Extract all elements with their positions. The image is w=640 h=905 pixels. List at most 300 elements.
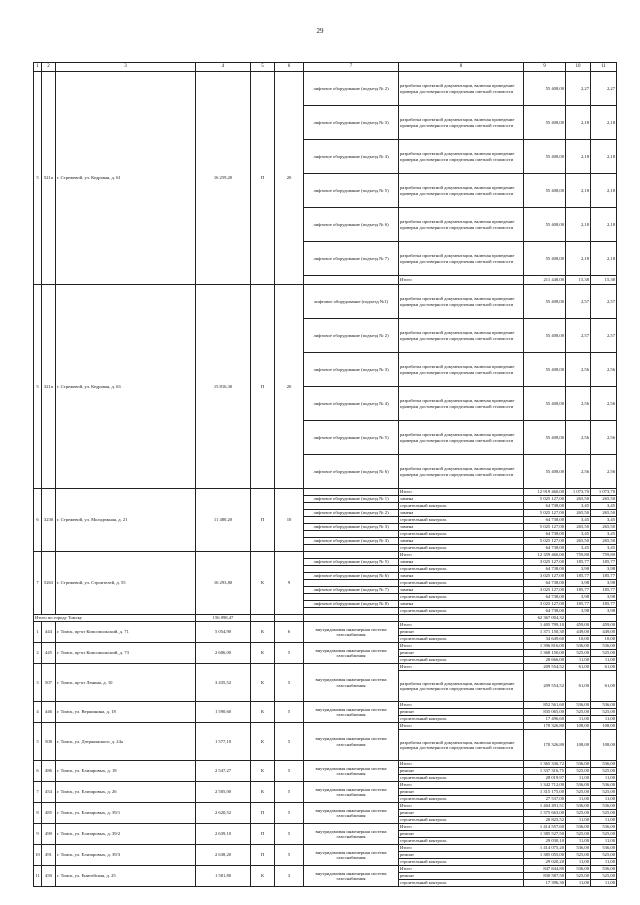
work-item: лифтовое оборудование (подъезд № 5) <box>304 174 399 208</box>
work-cost: 209 554,52 <box>524 671 566 702</box>
row-number: 5 <box>34 72 42 285</box>
work-type: ремонт <box>399 810 524 817</box>
house-area: 2 620,52 <box>196 803 251 824</box>
house-address: г. Томск, ул. Елизаровых, д. 26 <box>56 782 196 803</box>
work-cost: 29 020,20 <box>524 859 566 866</box>
work-type: замена <box>399 573 524 580</box>
specific-cost: 11,00 <box>566 716 591 723</box>
limit-cost: 536,00 <box>591 845 617 852</box>
row-number: 8 <box>34 803 42 824</box>
specific-cost: 11,00 <box>566 817 591 824</box>
limit-cost: 11,00 <box>591 838 617 845</box>
house-id: 450 <box>42 866 56 887</box>
work-type: Итого <box>399 276 524 285</box>
specific-cost: 61,00 <box>566 664 591 671</box>
column-number: 10 <box>566 63 591 72</box>
house-id: 446 <box>42 702 56 723</box>
house-id: 507 <box>42 664 56 702</box>
work-type: строительный контроль <box>399 636 524 643</box>
limit-cost: 61,00 <box>591 671 617 702</box>
work-item: внутридомовая инженерная система газоснабжения <box>304 866 399 887</box>
work-item: внутридомовая инженерная система газоснабжения <box>304 803 399 824</box>
table-row <box>34 824 617 831</box>
specific-cost: 536,00 <box>566 761 591 768</box>
wall-material: К <box>251 552 275 615</box>
limit-cost: 536,00 <box>591 782 617 789</box>
house-address: г. Томск, ул. Елизаровых, д. 39/3 <box>56 845 196 866</box>
work-cost: 64 738,00 <box>524 545 566 552</box>
work-cost: 64 738,00 <box>524 503 566 510</box>
specific-cost: 536,00 <box>566 803 591 810</box>
limit-cost: 11,00 <box>591 817 617 824</box>
work-cost: 55 408,00 <box>524 72 566 106</box>
work-item: лифтовое оборудование (подъезд № 5) <box>304 421 399 455</box>
work-cost: 12 359 460,00 <box>524 552 566 559</box>
column-number: 11 <box>591 63 617 72</box>
work-item: лифтовое оборудование (подъезд № 2) <box>304 319 399 353</box>
specific-cost: 536,00 <box>566 866 591 873</box>
work-cost: 1 404 491,51 <box>524 803 566 810</box>
floors-count: 5 <box>275 702 304 723</box>
limit-cost: 536,00 <box>591 702 617 709</box>
wall-material: К <box>251 622 275 643</box>
column-number: 4 <box>196 63 251 72</box>
wall-material: П <box>251 824 275 845</box>
work-type: Итого <box>399 845 524 852</box>
work-cost: 17 396,30 <box>524 880 566 887</box>
specific-cost: 3,98 <box>566 594 591 601</box>
limit-cost: 2,56 <box>591 421 617 455</box>
house-area: 2 547,27 <box>196 761 251 782</box>
house-address: г. Томск, пр-кт Ленина, д. 10 <box>56 664 196 702</box>
empty-cell <box>591 615 617 622</box>
work-item <box>304 489 399 496</box>
row-number: 2 <box>34 643 42 664</box>
work-type: разработка проектной документации, включая проведение проверки достоверности определения сметной стоимости <box>399 387 524 421</box>
work-type: замена <box>399 538 524 545</box>
work-type: строительный контроль <box>399 503 524 510</box>
specific-cost: 2,18 <box>566 242 591 276</box>
house-area: 2 639,10 <box>196 824 251 845</box>
house-address: г. Стрежевой, ул. Молодежная, д. 21 <box>56 489 196 552</box>
table-row <box>34 72 617 106</box>
house-address: г. Томск, ул. Вершинина, д. 18 <box>56 702 196 723</box>
specific-cost: 2,18 <box>566 140 591 174</box>
work-type: Итого <box>399 782 524 789</box>
work-cost: 1 414 075,20 <box>524 845 566 852</box>
work-type: разработка проектной документации, включая проведение проверки достоверности определения сметной стоимости <box>399 730 524 761</box>
house-id: 491 <box>42 845 56 866</box>
house-area: 11 480,20 <box>196 489 251 552</box>
wall-material: К <box>251 723 275 761</box>
specific-cost: 2,56 <box>566 421 591 455</box>
limit-cost: 108,00 <box>591 730 617 761</box>
house-id: 485 <box>42 803 56 824</box>
specific-cost: 525,00 <box>566 810 591 817</box>
column-number: 7 <box>304 63 399 72</box>
work-item: лифтовое оборудование (подъезд № 3) <box>304 106 399 140</box>
work-type: строительный контроль <box>399 517 524 524</box>
specific-cost: 2,56 <box>566 455 591 489</box>
specific-cost: 525,00 <box>566 789 591 796</box>
row-number: 5 <box>34 723 42 761</box>
floors-count: 5 <box>275 761 304 782</box>
row-number: 11 <box>34 866 42 887</box>
work-type: Итого <box>399 643 524 650</box>
specific-cost: 459,00 <box>566 622 591 629</box>
house-address: г. Томск, ул. Елизаровых, д. 39/2 <box>56 824 196 845</box>
limit-cost: 11,00 <box>591 796 617 803</box>
work-type: строительный контроль <box>399 594 524 601</box>
limit-cost: 759,80 <box>591 552 617 559</box>
limit-cost: 536,00 <box>591 866 617 873</box>
work-type: разработка проектной документации, включая проведение проверки достоверности определения сметной стоимости <box>399 671 524 702</box>
work-cost: 28 019,97 <box>524 775 566 782</box>
specific-cost: 185,77 <box>566 559 591 566</box>
limit-cost: 2,18 <box>591 208 617 242</box>
table-row <box>34 803 617 810</box>
row-number: 7 <box>34 552 42 615</box>
work-item: внутридомовая инженерная система газоснабжения <box>304 643 399 664</box>
work-cost: 55 408,00 <box>524 353 566 387</box>
work-cost: 1 405 799,10 <box>524 622 566 629</box>
house-area: 1 577,10 <box>196 723 251 761</box>
work-cost: 5 025 127,00 <box>524 510 566 517</box>
work-type: Итого <box>399 803 524 810</box>
empty-cell <box>304 615 399 622</box>
specific-cost: 536,00 <box>566 824 591 831</box>
house-address: г. Томск, ул. Дзержинского, д. 24а <box>56 723 196 761</box>
work-item <box>304 531 399 538</box>
floors-count: 3 <box>275 866 304 887</box>
work-item <box>304 566 399 573</box>
house-id: 444 <box>42 622 56 643</box>
limit-cost: 536,00 <box>591 803 617 810</box>
specific-cost: 185,77 <box>566 573 591 580</box>
limit-cost: 3,45 <box>591 531 617 538</box>
limit-cost: 536,00 <box>591 824 617 831</box>
wall-material: К <box>251 782 275 803</box>
work-cost: 64 738,00 <box>524 608 566 615</box>
table-row <box>34 622 617 629</box>
limit-cost: 525,00 <box>591 852 617 859</box>
work-item: лифтовое оборудование (подъезд № 2) <box>304 72 399 106</box>
specific-cost: 265,50 <box>566 524 591 531</box>
limit-cost: 11,00 <box>591 775 617 782</box>
floors-count: 9 <box>275 552 304 615</box>
floors-count: 5 <box>275 803 304 824</box>
empty-cell <box>275 615 304 622</box>
limit-cost: 525,00 <box>591 768 617 775</box>
limit-cost: 525,00 <box>591 831 617 838</box>
work-item <box>304 608 399 615</box>
limit-cost: 185,77 <box>591 587 617 594</box>
limit-cost: 108,00 <box>591 723 617 730</box>
empty-cell <box>566 615 591 622</box>
work-item: лифтовое оборудование (подъезд № 2) <box>304 510 399 517</box>
specific-cost: 525,00 <box>566 852 591 859</box>
work-cost: 1 385 055,00 <box>524 852 566 859</box>
work-cost: 28 825,52 <box>524 817 566 824</box>
table-row <box>34 723 617 730</box>
limit-cost: 265,50 <box>591 524 617 531</box>
column-number: 9 <box>524 63 566 72</box>
subtotal-label: Итого по городу Томску <box>34 615 196 622</box>
specific-cost: 759,80 <box>566 552 591 559</box>
work-cost: 64 738,00 <box>524 580 566 587</box>
limit-cost: 536,00 <box>591 761 617 768</box>
specific-cost: 2,57 <box>566 319 591 353</box>
limit-cost: 11,00 <box>591 859 617 866</box>
limit-cost: 459,00 <box>591 622 617 629</box>
table-row <box>34 643 617 650</box>
floors-count: 10 <box>275 489 304 552</box>
limit-cost: 3,98 <box>591 594 617 601</box>
specific-cost: 11,00 <box>566 657 591 664</box>
subtotal-row <box>34 615 617 622</box>
work-type: строительный контроль <box>399 657 524 664</box>
table-row <box>34 552 617 559</box>
work-cost: 55 408,00 <box>524 387 566 421</box>
limit-cost: 11,00 <box>591 716 617 723</box>
specific-cost: 3,45 <box>566 545 591 552</box>
work-type: замена <box>399 587 524 594</box>
work-item <box>304 503 399 510</box>
work-type: замена <box>399 510 524 517</box>
limit-cost: 525,00 <box>591 873 617 880</box>
house-address: г. Стрежевой, ул. Кедровая, д. 61 <box>56 72 196 285</box>
work-cost: 34 649,60 <box>524 636 566 643</box>
row-number: 9 <box>34 824 42 845</box>
work-cost: 64 738,00 <box>524 594 566 601</box>
specific-cost: 3,98 <box>566 608 591 615</box>
limit-cost: 525,00 <box>591 810 617 817</box>
row-number: 6 <box>34 489 42 552</box>
limit-cost: 3,45 <box>591 545 617 552</box>
work-cost: 1 414 557,60 <box>524 824 566 831</box>
work-item: внутридомовая инженерная система газоснабжения <box>304 782 399 803</box>
specific-cost: 3,98 <box>566 580 591 587</box>
work-type: строительный контроль <box>399 716 524 723</box>
work-type: строительный контроль <box>399 608 524 615</box>
work-cost: 847 844,80 <box>524 866 566 873</box>
specific-cost: 11,00 <box>566 838 591 845</box>
limit-cost: 3,98 <box>591 608 617 615</box>
work-cost: 3 025 127,00 <box>524 559 566 566</box>
limit-cost: 3,98 <box>591 566 617 573</box>
work-type: замена <box>399 601 524 608</box>
limit-cost: 525,00 <box>591 789 617 796</box>
specific-cost: 265,50 <box>566 538 591 545</box>
work-item <box>304 276 399 285</box>
work-item: лифтовое оборудование (подъезд № 5) <box>304 559 399 566</box>
work-cost: 55 408,00 <box>524 421 566 455</box>
limit-cost: 3,98 <box>591 580 617 587</box>
work-type: замена <box>399 496 524 503</box>
work-cost: 211 448,00 <box>524 276 566 285</box>
work-type: строительный контроль <box>399 838 524 845</box>
work-cost: 64 738,00 <box>524 566 566 573</box>
work-type: строительный контроль <box>399 566 524 573</box>
work-item: лифтовое оборудование (подъезд № 1) <box>304 496 399 503</box>
row-number: 5 <box>34 285 42 489</box>
work-item <box>304 517 399 524</box>
floors-count: 6 <box>275 622 304 643</box>
specific-cost: 3,45 <box>566 517 591 524</box>
work-item: внутридомовая инженерная система газоснабжения <box>304 664 399 702</box>
row-number: 4 <box>34 702 42 723</box>
row-number: 7 <box>34 782 42 803</box>
limit-cost: 15,38 <box>591 276 617 285</box>
wall-material: П <box>251 285 275 489</box>
work-cost: 55 408,00 <box>524 242 566 276</box>
house-area: 1 590,60 <box>196 702 251 723</box>
floors-count: 5 <box>275 782 304 803</box>
floors-count: 5 <box>275 845 304 866</box>
work-item: лифтовое оборудование (подъезд №1) <box>304 285 399 319</box>
work-cost: 5 025 127,00 <box>524 524 566 531</box>
work-type: разработка проектной документации, включая проведение проверки достоверности определения сметной стоимости <box>399 242 524 276</box>
work-item: лифтовое оборудование (подъезд № 6) <box>304 455 399 489</box>
table-row <box>34 489 617 496</box>
work-cost: 27 537,00 <box>524 796 566 803</box>
table-row <box>34 702 617 709</box>
limit-cost: 61,00 <box>591 664 617 671</box>
row-number: 10 <box>34 845 42 866</box>
work-item: внутридомовая инженерная система газоснабжения <box>304 824 399 845</box>
limit-cost: 1 073,70 <box>591 489 617 496</box>
house-id: 508 <box>42 723 56 761</box>
work-cost: 55 408,00 <box>524 140 566 174</box>
floors-count: 5 <box>275 664 304 702</box>
specific-cost: 108,00 <box>566 730 591 761</box>
work-cost: 64 738,00 <box>524 531 566 538</box>
work-item: лифтовое оборудование (подъезд № 3) <box>304 353 399 387</box>
limit-cost: 3,45 <box>591 503 617 510</box>
wall-material: П <box>251 845 275 866</box>
house-area: 2 505,00 <box>196 782 251 803</box>
specific-cost: 108,00 <box>566 723 591 730</box>
work-type: ремонт <box>399 629 524 636</box>
limit-cost: 265,50 <box>591 538 617 545</box>
work-item: лифтовое оборудование (подъезд № 3) <box>304 524 399 531</box>
work-type: Итого <box>399 702 524 709</box>
limit-cost: 2,57 <box>591 285 617 319</box>
work-type: Итого <box>399 866 524 873</box>
table-row <box>34 866 617 873</box>
work-type: Итого <box>399 723 524 730</box>
work-type: строительный контроль <box>399 880 524 887</box>
work-cost: 55 408,00 <box>524 174 566 208</box>
house-area: 15 816,30 <box>196 285 251 489</box>
limit-cost: 2,27 <box>591 72 617 106</box>
specific-cost: 525,00 <box>566 873 591 880</box>
work-type: разработка проектной документации, включая проведение проверки достоверности определения сметной стоимости <box>399 353 524 387</box>
empty-cell <box>251 615 275 622</box>
empty-cell <box>399 615 524 622</box>
column-number: 6 <box>275 63 304 72</box>
work-type: Итого <box>399 489 524 496</box>
house-area: 16 293,80 <box>196 552 251 615</box>
house-id: 490 <box>42 824 56 845</box>
work-cost: 1 368 150,00 <box>524 650 566 657</box>
work-type: разработка проектной документации, включая проведение проверки достоверности определения сметной стоимости <box>399 140 524 174</box>
work-cost: 1 315 175,00 <box>524 789 566 796</box>
work-type: строительный контроль <box>399 580 524 587</box>
column-number: 1 <box>34 63 42 72</box>
work-type: разработка проектной документации, включая проведение проверки достоверности определения сметной стоимости <box>399 174 524 208</box>
specific-cost: 525,00 <box>566 831 591 838</box>
specific-cost: 2,56 <box>566 387 591 421</box>
column-number: 2 <box>42 63 56 72</box>
specific-cost: 525,00 <box>566 709 591 716</box>
work-type: Итого <box>399 761 524 768</box>
work-type: разработка проектной документации, включая проведение проверки достоверности определения сметной стоимости <box>399 208 524 242</box>
specific-cost: 2,57 <box>566 285 591 319</box>
work-type: ремонт <box>399 650 524 657</box>
limit-cost: 449,00 <box>591 629 617 636</box>
house-id: 5263 <box>42 552 56 615</box>
work-item: лифтовое оборудование (подъезд № 6) <box>304 208 399 242</box>
row-number: 1 <box>34 622 42 643</box>
house-id: 445 <box>42 643 56 664</box>
specific-cost: 11,00 <box>566 859 591 866</box>
house-address: г. Томск, ул. Енисейская, д. 25 <box>56 866 196 887</box>
specific-cost: 3,45 <box>566 531 591 538</box>
limit-cost: 2,56 <box>591 455 617 489</box>
limit-cost: 536,00 <box>591 643 617 650</box>
subtotal-area: 156 098,47 <box>196 615 251 622</box>
specific-cost: 2,56 <box>566 353 591 387</box>
specific-cost: 525,00 <box>566 768 591 775</box>
house-id: 486 <box>42 761 56 782</box>
work-cost: 1 342 712,00 <box>524 782 566 789</box>
specific-cost: 10,00 <box>566 636 591 643</box>
specific-cost: 536,00 <box>566 845 591 852</box>
work-cost: 170 326,80 <box>524 723 566 730</box>
work-item: лифтовое оборудование (подъезд № 4) <box>304 140 399 174</box>
house-id: 3230 <box>42 489 56 552</box>
work-item <box>304 594 399 601</box>
limit-cost: 2,57 <box>591 319 617 353</box>
floors-count: 20 <box>275 285 304 489</box>
limit-cost: 525,00 <box>591 709 617 716</box>
capital-repair-table <box>33 62 617 887</box>
house-id: 454 <box>42 782 56 803</box>
column-number-row <box>34 63 617 72</box>
specific-cost: 2,27 <box>566 72 591 106</box>
wall-material: К <box>251 702 275 723</box>
column-number: 8 <box>399 63 524 72</box>
work-type: строительный контроль <box>399 775 524 782</box>
house-id: 321п <box>42 285 56 489</box>
house-address: г. Томск, ул. Елизаровых, д. 18 <box>56 761 196 782</box>
work-type: разработка проектной документации, включая проведение проверки достоверности определения сметной стоимости <box>399 421 524 455</box>
work-cost: 3 025 127,00 <box>524 573 566 580</box>
work-type: Итого <box>399 552 524 559</box>
table-row <box>34 782 617 789</box>
house-area: 3 435,52 <box>196 664 251 702</box>
floors-count: 20 <box>275 72 304 285</box>
house-area: 1 581,80 <box>196 866 251 887</box>
limit-cost: 265,50 <box>591 510 617 517</box>
work-cost: 1 365 336,72 <box>524 761 566 768</box>
work-cost: 64 738,00 <box>524 517 566 524</box>
subtotal-cost: 62 367 004,32 <box>524 615 566 622</box>
specific-cost: 536,00 <box>566 643 591 650</box>
wall-material: К <box>251 866 275 887</box>
work-type: разработка проектной документации, включая проведение проверки достоверности определения сметной стоимости <box>399 72 524 106</box>
